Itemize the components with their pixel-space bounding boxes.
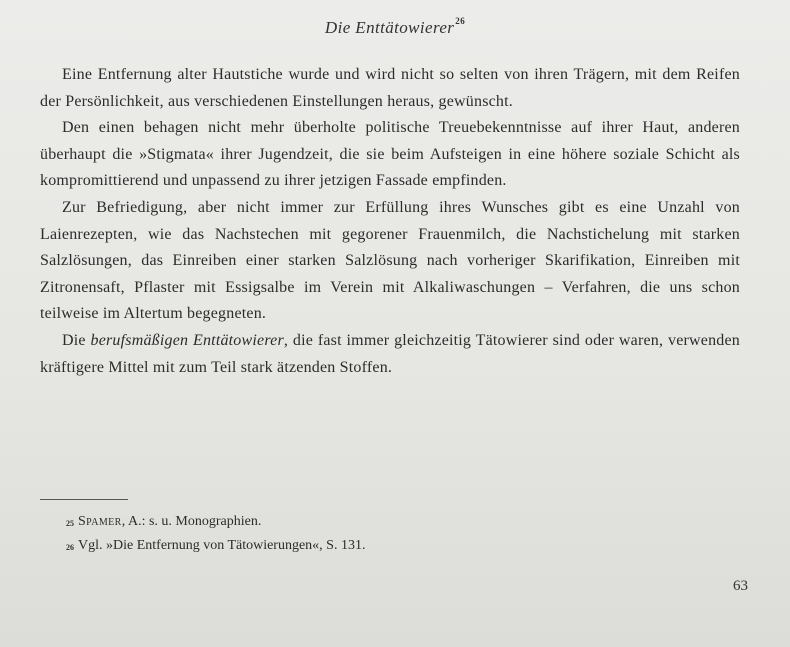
- body-text: [40, 62, 740, 381]
- footnote-mark: 25: [66, 519, 74, 528]
- paragraph-3: Zur Befriedigung, aber nicht immer zur Erfüllung ihres Wunsches gibt es eine Unzahl von Laienrezepten, wie das Nachstechen mit gegorener Frauenmilch, die Nachstichelung mit starken Salzlösungen, das Einreiben einer starken Salzlösung nach vorheriger Skarifikation, Einreiben mit Zitronensaft, Pflaster mit Essigsalbe im Verein mit Alkaliwaschungen – Verfahren, die uns schon teilweise im Altertum begegneten.: [40, 198, 740, 323]
- header-footnote-mark: 26: [455, 16, 466, 26]
- paragraph-4-emphasis: berufsmäßigen Enttätowierer: [90, 331, 284, 349]
- footnote-text: Vgl. »Die Entfernung von Tätowierungen«, S. 131.: [78, 538, 366, 553]
- footnotes: [66, 510, 726, 558]
- header-title: Die Enttätowierer: [324, 18, 455, 37]
- page-number: 63: [733, 578, 748, 594]
- paragraph-4: [40, 328, 740, 381]
- running-header: [0, 18, 790, 38]
- footnote-separator: [40, 499, 128, 500]
- footnote-mark: 26: [66, 543, 74, 552]
- footnote-25: [66, 510, 726, 534]
- paragraph-4-start: Die: [62, 331, 91, 349]
- footnote-text: , A.: s. u. Monographien.: [121, 514, 262, 529]
- paragraph-1: Eine Entfernung alter Hautstiche wurde und wird nicht so selten von ihren Trägern, mit dem Reifen der Persönlichkeit, aus verschiedenen Einstellungen heraus, gewünscht.: [40, 66, 740, 110]
- footnote-26: [66, 534, 726, 558]
- footnote-author: Spamer: [78, 514, 122, 529]
- paragraph-2: Den einen behagen nicht mehr überholte politische Treuebekenntnisse auf ihrer Haut, anderen überhaupt die »Stigmata« ihrer Jugendzeit, die sie beim Aufsteigen in eine höhere soziale Schicht als kompromittierend und unpassend zu ihrer jetzigen Fassade empfinden.: [40, 119, 740, 190]
- paragraph-4-end: , die fast immer gleichzeitig Tätowierer sind oder waren, verwenden kräftigere Mittel mit zum Teil stark ätzenden Stoffen.: [40, 331, 740, 376]
